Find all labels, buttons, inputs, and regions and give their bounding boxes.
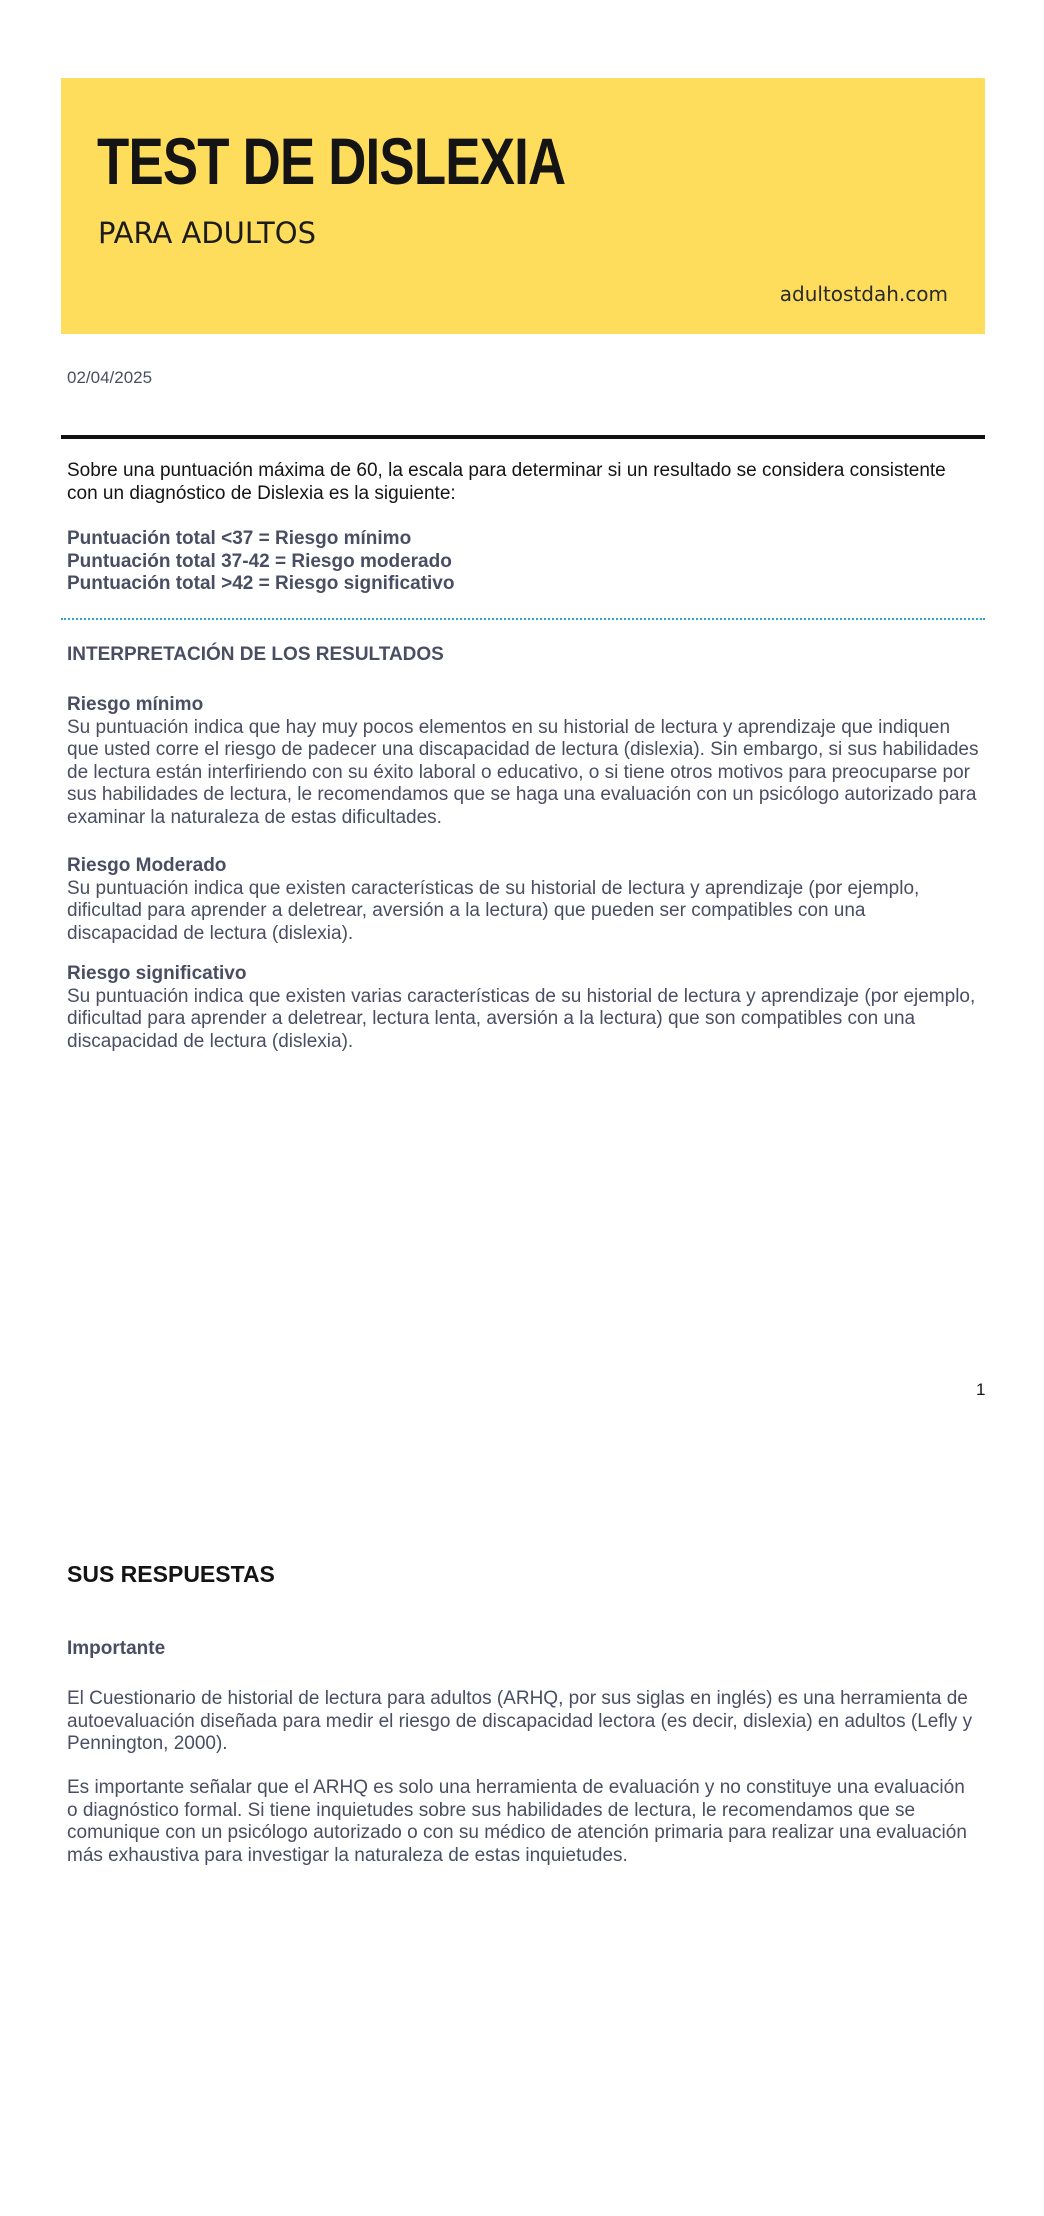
responses-title: SUS RESPUESTAS bbox=[67, 1561, 275, 1587]
banner-title: TEST DE DISLEXIA bbox=[97, 124, 566, 198]
important-label: Importante bbox=[67, 1638, 166, 1659]
intro-paragraph: Sobre una puntuación máxima de 60, la escala para determinar si un resultado se considera consistente con un diagnóstico de Dislexia es la siguiente: bbox=[67, 460, 946, 504]
dotted-divider bbox=[61, 618, 985, 620]
banner-subtitle: PARA ADULTOS bbox=[98, 216, 317, 250]
scale-line-moderate: Puntuación total 37-42 = Riesgo moderado bbox=[67, 550, 452, 572]
risk-title: Riesgo significativo bbox=[67, 963, 247, 984]
section-divider bbox=[61, 435, 985, 439]
report-date: 02/04/2025 bbox=[67, 368, 153, 387]
score-scale bbox=[67, 528, 979, 596]
responses-paragraph: Es importante señalar que el ARHQ es solo una herramienta de evaluación y no constituye una evaluación o diagnóstico formal. Si tiene inquietudes sobre sus habilidades de lectura, le recomendamos que se comunique con un psicólogo autorizado o con su médico de atención primaria para realizar una evaluación más exhaustiva para investigar la naturaleza de estas inquietudes. bbox=[67, 1777, 967, 1866]
risk-title: Riesgo mínimo bbox=[67, 694, 204, 715]
risk-block-moderate bbox=[67, 855, 979, 945]
scale-line-significant: Puntuación total >42 = Riesgo significativo bbox=[67, 573, 455, 594]
page-number: 1 bbox=[976, 1380, 986, 1399]
header-banner bbox=[61, 78, 985, 334]
interpretation-heading: INTERPRETACIÓN DE LOS RESULTADOS bbox=[67, 644, 444, 665]
risk-title: Riesgo Moderado bbox=[67, 855, 227, 876]
scale-line-minimal: Puntuación total <37 = Riesgo mínimo bbox=[67, 528, 412, 549]
responses-paragraph: El Cuestionario de historial de lectura para adultos (ARHQ, por sus siglas en inglés) es una herramienta de autoevaluación diseñada para medir el riesgo de discapacidad lectora (es decir, dislexia) en adultos (Lefly y Pennington, 2000). bbox=[67, 1688, 973, 1754]
risk-description: Su puntuación indica que hay muy pocos elementos en su historial de lectura y aprendizaje que indiquen que usted corre el riesgo de padecer una discapacidad de lectura (dislexia). Sin embargo, si sus habilidades de lectura están interfiriendo con su éxito laboral o educativo, o si tiene otros motivos para preocuparse por sus habilidades de lectura, le recomendamos que se haga una evaluación con un psicólogo autorizado para examinar la naturaleza de estas dificultades. bbox=[67, 716, 979, 828]
banner-website: adultostdah.com bbox=[779, 282, 948, 306]
risk-description: Su puntuación indica que existen varias características de su historial de lectura y aprendizaje (por ejemplo, dificultad para aprender a deletrear, lectura lenta, aversión a la lectura) que son compatibles con una discapacidad de lectura (dislexia). bbox=[67, 985, 976, 1052]
risk-description: Su puntuación indica que existen características de su historial de lectura y aprendizaje (por ejemplo, dificultad para aprender a deletrear, aversión a la lectura) que pueden ser compatibles con una discapacidad de lectura (dislexia). bbox=[67, 877, 920, 944]
risk-block-significant bbox=[67, 963, 979, 1053]
risk-block-minimal bbox=[67, 694, 979, 829]
